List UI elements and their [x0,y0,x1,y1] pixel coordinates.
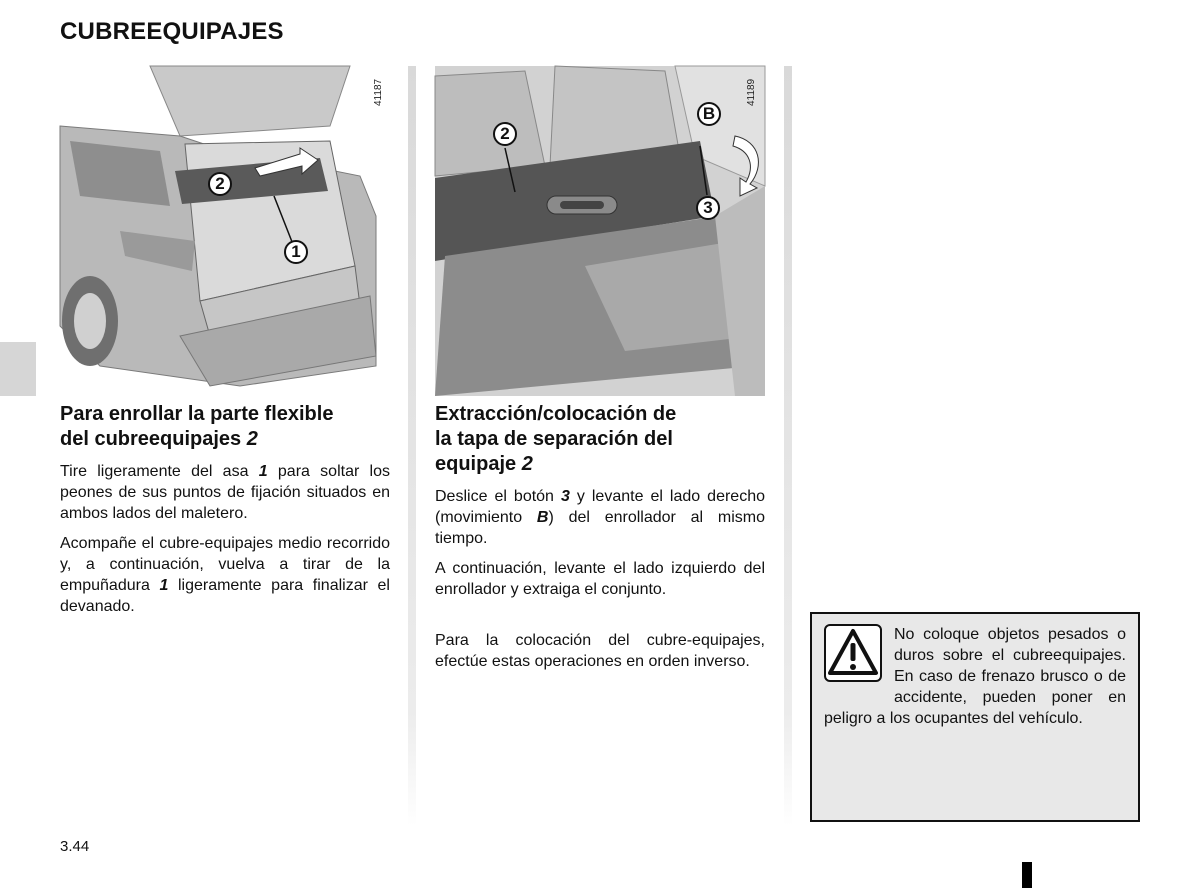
callout-3-right: 3 [696,196,720,220]
paragraph-left-2-run-0: Acompañe el cubre-equipajes medio recorrido y, a continuación, vuelva a tirar de la empuñadura [60,535,390,594]
heading-right-line3 [435,452,765,477]
paragraph-right-1-run-2: y levante el lado derecho (movimiento [435,488,766,526]
column-separator-right [784,66,792,826]
callout-2-right: 2 [493,122,517,146]
column-separator-left [408,66,416,826]
paragraph-left-1 [60,461,390,524]
car-rear-drawing [60,66,376,390]
paragraph-right-3: Para la colocación del cubre-equipajes, efectúe estas operaciones en orden inverso. [435,632,765,670]
figure-car-rear-illustration [60,66,384,390]
callout-1-left: 1 [284,240,308,264]
paragraph-right-1-run-0: Deslice el botón [435,488,561,505]
section-heading-left [60,402,390,452]
page-number: 3.44 [60,838,90,855]
figure-code-left: 41187 [373,78,384,106]
paragraph-left-2 [60,533,390,617]
heading-left-line2-text: del cubreequipajes [60,428,247,450]
heading-left-ref: 2 [246,428,258,450]
section-heading-right [435,402,765,477]
warning-text [824,624,1126,729]
heading-left-line2 [60,427,390,452]
page-title: CUBREEQUIPAJES [60,18,284,45]
callout-2-left: 2 [208,172,232,196]
heading-right-ref: 2 [521,453,533,475]
paragraph-right-1-run-1: 3 [560,488,570,505]
heading-right-line1: Extracción/colocación de [435,403,677,425]
warning-text-content: No coloque objetos pesados o duros sobre el cubreequipajes. En caso de frenazo brusco o de accidente, pueden poner en peligro a los ocupantes del vehículo. [824,626,1126,727]
paragraph-right-1-run-4: ) del enrollador al mismo tiempo. [435,509,766,547]
paragraph-left-1-run-0: Tire ligeramente del asa [60,463,259,480]
paragraph-left-2-run-1: 1 [159,577,169,594]
paragraph-left-1-run-1: 1 [258,463,268,480]
corner-marker [1022,862,1032,888]
paragraph-left-2-run-2: ligeramente para finalizar el devanado. [60,577,390,615]
figure-code-right: 41189 [746,78,757,106]
chapter-tab [0,342,36,396]
paragraph-right-1-run-3: B [536,509,549,526]
heading-right-line2: la tapa de separación del [435,428,673,450]
heading-left-line1: Para enrollar la parte flexible [60,403,334,425]
warning-box [810,612,1140,822]
heading-right-line3-text: equipaje [435,453,522,475]
paragraph-right-1 [435,486,765,549]
paragraph-left-1-run-2: para soltar los peones de sus puntos de fijación situados en ambos lados del maletero. [60,463,391,522]
callout-b-right: B [697,102,721,126]
figure-cargo-cover-illustration [435,66,765,396]
paragraph-right-2: A continuación, levante el lado izquierdo del enrollador y extraiga el conjunto. [435,560,765,598]
